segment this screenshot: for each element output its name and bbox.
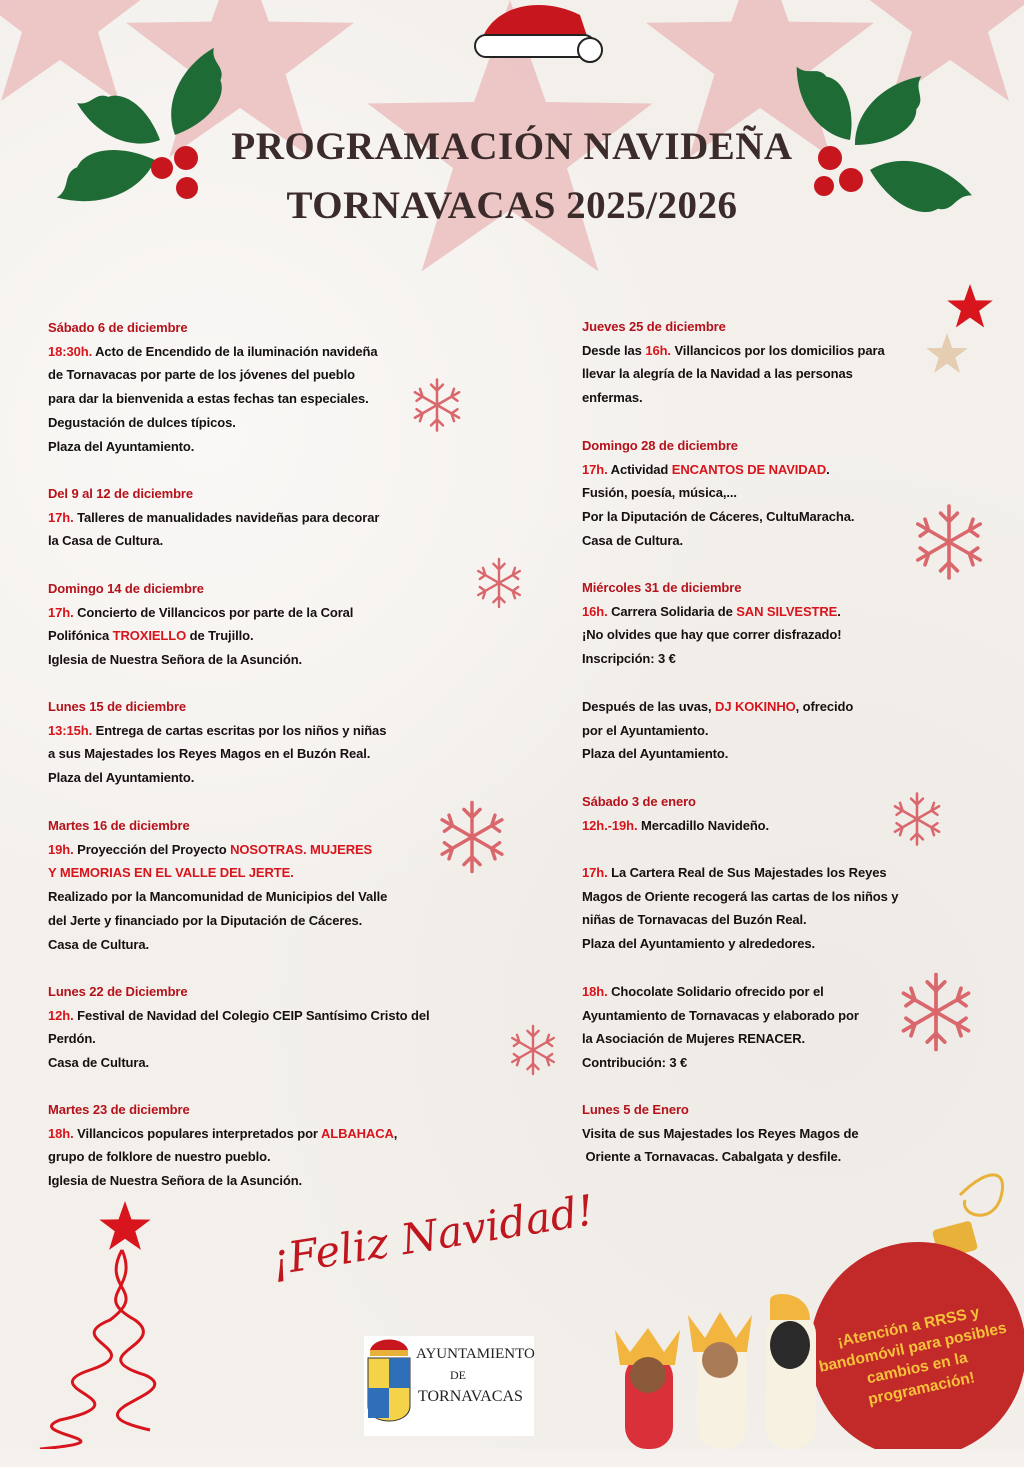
event-line — [48, 1169, 397, 1193]
event-text: ¡No olvides que hay que correr disfrazado! — [582, 627, 842, 643]
event-block — [582, 1098, 859, 1169]
event-line — [582, 885, 898, 909]
event-line — [48, 1027, 430, 1051]
event-line — [48, 1145, 397, 1169]
highlight-text: 17h. — [582, 461, 608, 477]
event-block — [48, 1098, 397, 1193]
event-line — [48, 933, 387, 957]
event-text: Plaza del Ayuntamiento. — [48, 438, 195, 454]
three-kings-icon — [615, 1294, 816, 1449]
event-line — [48, 529, 379, 553]
event-line — [582, 362, 885, 386]
event-text: enfermas. — [582, 390, 643, 406]
event-line — [582, 814, 769, 838]
event-text: La Cartera Real de Sus Majestades los Reyes — [607, 865, 887, 880]
highlight-text: 17h. — [48, 604, 74, 620]
highlight-text: 12h. — [48, 1007, 74, 1023]
event-line — [48, 648, 353, 672]
santa-hat-icon — [475, 5, 602, 62]
event-text: Entrega de cartas escritas por los niños y niñas — [92, 722, 387, 738]
event-text: Chocolate Solidario ofrecido por el — [607, 984, 824, 999]
event-text: Concierto de Villancicos por parte de la Coral — [73, 604, 354, 620]
event-text: la Asociación de Mujeres RENACER. — [582, 1031, 806, 1047]
event-block — [582, 790, 769, 837]
event-date: Martes 16 de diciembre — [48, 818, 190, 833]
highlight-text: Y MEMORIAS EN EL VALLE DEL JERTE. — [48, 865, 294, 881]
event-text: por el Ayuntamiento. — [582, 722, 709, 738]
highlight-text: SAN SILVESTRE — [736, 603, 838, 619]
event-line — [582, 1051, 859, 1075]
event-text: Por la Diputación de Cáceres, CultuMaracha. — [582, 509, 855, 525]
event-text: Villancicos populares interpretados por — [73, 1125, 321, 1141]
event-line — [582, 481, 854, 505]
event-text: Polifónica — [48, 628, 113, 644]
event-text: Festival de Navidad del Colegio CEIP Santísimo Cristo del — [73, 1007, 430, 1023]
event-text: Casa de Cultura. — [48, 1055, 149, 1071]
event-date: Sábado 6 de diciembre — [48, 320, 188, 335]
event-block — [48, 316, 378, 458]
logo-line2: DE — [450, 1368, 466, 1382]
event-line — [48, 742, 386, 766]
notice-badge: ¡Atención a RRSS y bandomóvil para posibles cambios en la programación! — [817, 1303, 1009, 1409]
page-title-line1: PROGRAMACIÓN NAVIDEÑA — [231, 125, 793, 168]
highlight-text: DJ KOKINHO — [715, 699, 796, 714]
event-line — [48, 838, 387, 862]
event-date: Sábado 3 de enero — [582, 794, 696, 809]
event-date: Lunes 5 de Enero — [582, 1102, 689, 1117]
event-line — [48, 506, 379, 530]
event-text: Contribución: 3 € — [582, 1055, 688, 1071]
event-text: Proyección del Proyecto — [73, 841, 231, 857]
event-line — [48, 1122, 397, 1146]
event-line — [582, 908, 898, 932]
event-text: Magos de Oriente recogerá las cartas de los niños y — [582, 888, 899, 904]
event-text: Plaza del Ayuntamiento. — [582, 746, 729, 762]
event-line — [48, 340, 378, 364]
event-text: Casa de Cultura. — [48, 936, 149, 952]
event-line — [48, 909, 387, 933]
event-text: Iglesia de Nuestra Señora de la Asunción. — [48, 652, 303, 668]
event-text: niñas de Tornavacas del Buzón Real. — [582, 912, 807, 928]
event-text: Mercadillo Navideño. — [637, 817, 770, 833]
event-date: Martes 23 de diciembre — [48, 1102, 190, 1117]
highlight-text: NOSOTRAS. MUJERES — [230, 841, 373, 857]
event-line — [48, 624, 353, 648]
event-date: Miércoles 31 de diciembre — [582, 580, 742, 595]
highlight-text: 18h. — [582, 984, 608, 999]
event-text: Perdón. — [48, 1031, 96, 1047]
event-text: . — [837, 603, 841, 619]
event-text: de Trujillo. — [186, 628, 254, 644]
highlight-text: 13:15h. — [48, 722, 93, 738]
event-text: Inscripción: 3 € — [582, 651, 676, 667]
event-text: grupo de folklore de nuestro pueblo. — [48, 1149, 271, 1165]
beige-star-icon — [926, 333, 968, 373]
event-block — [582, 434, 854, 553]
highlight-text: 17h. — [582, 865, 608, 880]
event-text: Plaza del Ayuntamiento y alrededores. — [582, 936, 816, 952]
event-line — [48, 387, 378, 411]
event-text: Oriente a Tornavacas. Cabalgata y desfile. — [582, 1149, 842, 1165]
event-line — [582, 529, 854, 553]
event-line — [48, 363, 378, 387]
event-line — [582, 458, 854, 482]
event-text: Ayuntamiento de Tornavacas y elaborado por — [582, 1007, 859, 1023]
event-date: Lunes 22 de Diciembre — [48, 984, 188, 999]
page-title-line2: TORNAVACAS 2025/2026 — [286, 184, 738, 227]
logo-line3: TORNAVACAS — [418, 1388, 523, 1405]
event-block — [48, 695, 386, 790]
christmas-tree-icon — [40, 1201, 155, 1449]
highlight-text: 12h.-19h. — [582, 817, 638, 833]
event-text: , ofrecido — [795, 699, 854, 714]
event-line — [582, 980, 859, 1004]
event-line — [48, 1004, 430, 1028]
event-date: Domingo 28 de diciembre — [582, 438, 738, 453]
highlight-text: 18:30h. — [48, 343, 93, 359]
event-block — [582, 315, 885, 410]
greeting: ¡Feliz Navidad! — [268, 1185, 598, 1285]
event-text: Talleres de manualidades navideñas para decorar — [73, 509, 380, 525]
event-text: Iglesia de Nuestra Señora de la Asunción. — [48, 1173, 303, 1189]
event-text: Desde las — [582, 342, 646, 358]
event-line — [48, 719, 386, 743]
event-line — [582, 742, 853, 766]
event-block — [582, 861, 898, 956]
event-line — [48, 435, 378, 459]
event-block — [48, 482, 379, 553]
event-text: Plaza del Ayuntamiento. — [48, 770, 195, 786]
logo-line1: AYUNTAMIENTO — [416, 1346, 535, 1362]
event-line — [582, 600, 841, 624]
highlight-text: 18h. — [48, 1125, 74, 1141]
event-line — [582, 1004, 859, 1028]
highlight-text: ALBAHACA — [320, 1125, 394, 1141]
event-text: llevar la alegría de la Navidad a las personas — [582, 366, 853, 382]
event-line — [48, 885, 387, 909]
event-block — [48, 980, 430, 1075]
event-line — [582, 1145, 859, 1169]
event-text: Acto de Encendido de la iluminación navideña — [92, 343, 378, 359]
event-date: Del 9 al 12 de diciembre — [48, 486, 194, 501]
highlight-text: ENCANTOS DE NAVIDAD — [671, 461, 827, 477]
event-text: Fusión, poesía, música,... — [582, 485, 737, 501]
event-text: a sus Majestades los Reyes Magos en el Buzón Real. — [48, 746, 371, 762]
event-line — [48, 861, 387, 885]
highlight-text: TROXIELLO — [112, 628, 187, 644]
event-text: de Tornavacas por parte de los jóvenes del pueblo — [48, 367, 355, 383]
event-line — [48, 766, 386, 790]
event-text: . — [826, 461, 830, 477]
event-line — [582, 695, 853, 719]
highlight-text: 16h. — [645, 342, 671, 358]
event-block — [582, 980, 859, 1075]
event-line — [48, 1051, 430, 1075]
event-block — [582, 695, 853, 766]
event-date: Jueves 25 de diciembre — [582, 319, 726, 334]
event-line — [582, 623, 841, 647]
event-line — [582, 719, 853, 743]
coat-of-arms-icon — [364, 1336, 414, 1436]
event-text: Actividad — [607, 461, 672, 477]
event-line — [582, 1027, 859, 1051]
town-hall-logo — [364, 1336, 534, 1436]
event-text: para dar la bienvenida a estas fechas tan especiales. — [48, 391, 369, 407]
event-text: la Casa de Cultura. — [48, 533, 164, 549]
event-text: Villancicos por los domicilios para — [670, 342, 885, 358]
event-block — [48, 577, 353, 672]
event-text: Casa de Cultura. — [582, 532, 683, 548]
event-block — [582, 576, 841, 671]
event-line — [582, 386, 885, 410]
event-text: , — [393, 1125, 398, 1141]
event-date: Domingo 14 de diciembre — [48, 581, 204, 596]
event-text: Visita de sus Majestades los Reyes Magos de — [582, 1125, 859, 1141]
event-line — [582, 861, 898, 885]
event-text: del Jerte y financiado por la Diputación de Cáceres. — [48, 912, 363, 928]
red-star-icon — [947, 284, 993, 327]
event-text: Degustación de dulces típicos. — [48, 414, 236, 430]
highlight-text: 19h. — [48, 841, 74, 857]
event-text: Después de las uvas, — [582, 699, 716, 714]
event-date: Lunes 15 de diciembre — [48, 699, 187, 714]
event-block — [48, 814, 387, 956]
event-line — [582, 647, 841, 671]
highlight-text: 17h. — [48, 509, 74, 525]
event-line — [582, 505, 854, 529]
highlight-text: 16h. — [582, 603, 608, 619]
event-text: Realizado por la Mancomunidad de Municipios del Valle — [48, 889, 388, 905]
event-line — [582, 1122, 859, 1146]
event-line — [582, 339, 885, 363]
event-text: Carrera Solidaria de — [607, 603, 737, 619]
event-line — [582, 932, 898, 956]
event-line — [48, 601, 353, 625]
event-line — [48, 411, 378, 435]
